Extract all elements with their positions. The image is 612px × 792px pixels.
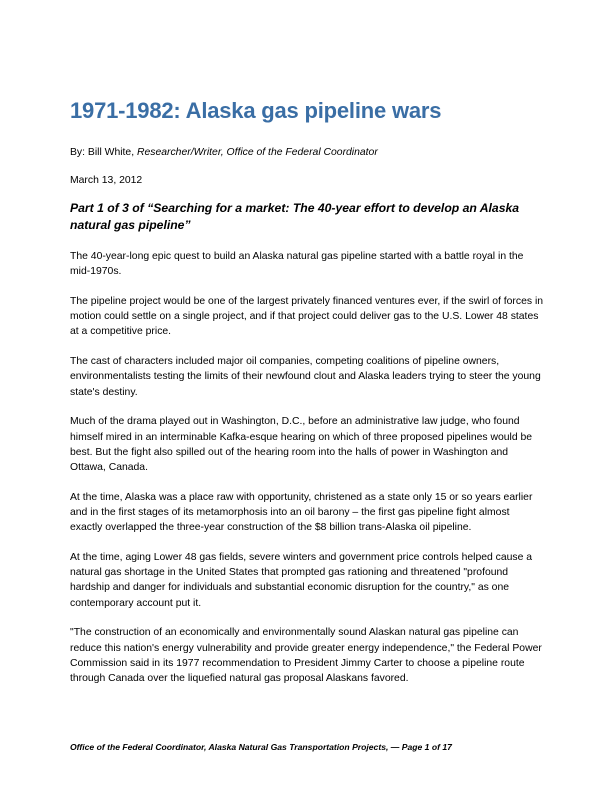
publication-date: March 13, 2012 (70, 175, 143, 186)
page-title: 1971-1982: Alaska gas pipeline wars (70, 98, 442, 123)
paragraph: Much of the drama played out in Washington, D.C., before an administrative law judge, who found himself mired in an interminable Kafka-esque hearing on which of three proposed pipelines would be best. But the fight also spilled out of the hearing room into the halls of power in Washington and Ottawa, Canada. (70, 416, 533, 474)
paragraph: At the time, Alaska was a place raw with opportunity, christened as a state only 15 or so years earlier and in the first stages of its metamorphosis into an oil barony – the first gas pipeline fight almost exactly overlapped the three-year construction of the $8 billion trans-Alaska oil pipeline. (70, 491, 533, 534)
paragraph: "The construction of an economically and environmentally sound Alaskan natural gas pipeline can reduce this nation's energy vulnerability and provide greater energy independence," the Federal Power Commission said in its 1977 recommendation to President Jimmy Carter to choose a pipeline route through Canada over the liquefied natural gas proposal Alaskans favored. (70, 627, 542, 685)
paragraph: The cast of characters included major oil companies, competing coalitions of pipeline owners, environmentalists testing the limits of their newfound clout and Alaska leaders trying to steer the young state's destiny. (70, 356, 541, 398)
page-footer: Office of the Federal Coordinator, Alaska Natural Gas Transportation Projects, — Page 1 of 17 (70, 742, 452, 752)
byline-role: Researcher/Writer, Office of the Federal Coordinator (136, 147, 378, 158)
paragraph: The pipeline project would be one of the largest privately financed ventures ever, if the swirl of forces in motion could settle on a single project, and if that project could deliver gas to the U.S. Lower 48 states at a competitive price. (70, 296, 544, 338)
byline-author: By: Bill White, (70, 147, 137, 158)
article-subtitle: Part 1 of 3 of “Searching for a market: The 40-year effort to develop an Alaska natural gas pipeline” (70, 201, 520, 232)
paragraph: At the time, aging Lower 48 gas fields, severe winters and government price controls helped cause a natural gas shortage in the United States that prompted gas rationing and threatened "profound hardship and danger for individuals and substantial economic disruption for the country," as one contemporary account put it. (70, 552, 533, 609)
paragraph: The 40-year-long epic quest to build an Alaska natural gas pipeline started with a battle royal in the mid-1970s. (70, 251, 524, 278)
byline (70, 147, 378, 158)
article-body (70, 249, 544, 701)
